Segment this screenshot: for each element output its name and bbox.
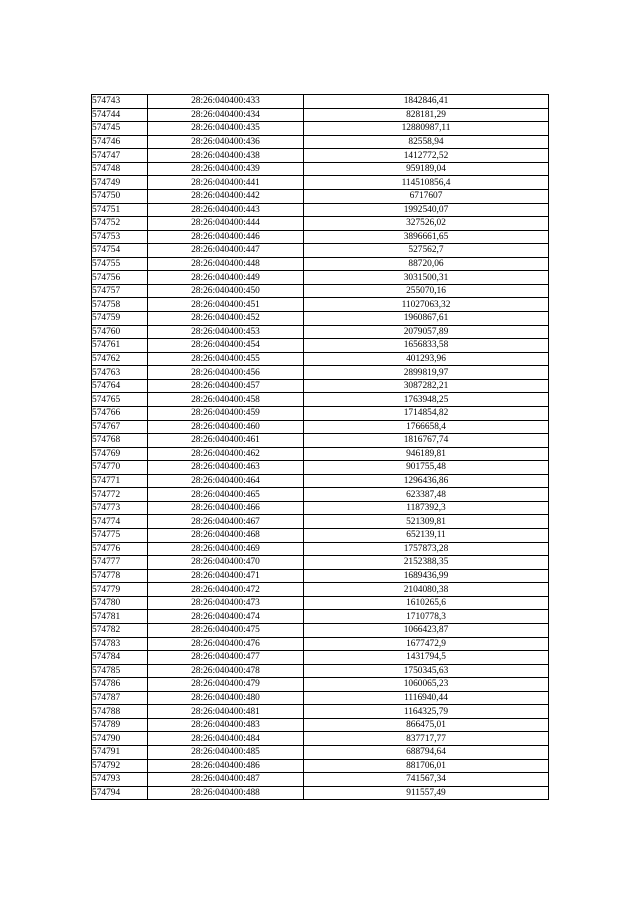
cadastral-number-cell: 28:26:040400:485 bbox=[148, 746, 304, 760]
row-number-cell: 574771 bbox=[92, 474, 148, 488]
table-row bbox=[92, 420, 549, 434]
cadastral-number-cell: 28:26:040400:450 bbox=[148, 284, 304, 298]
value-cell: 1187392,3 bbox=[304, 501, 549, 515]
table-row bbox=[92, 352, 549, 366]
table-row bbox=[92, 732, 549, 746]
value-cell: 881706,01 bbox=[304, 759, 549, 773]
cadastral-number-cell: 28:26:040400:461 bbox=[148, 434, 304, 448]
cadastral-number-cell: 28:26:040400:471 bbox=[148, 569, 304, 583]
row-number-cell: 574780 bbox=[92, 596, 148, 610]
row-number-cell: 574758 bbox=[92, 298, 148, 312]
cadastral-number-cell: 28:26:040400:476 bbox=[148, 637, 304, 651]
value-cell: 527562,7 bbox=[304, 244, 549, 258]
table-row bbox=[92, 678, 549, 692]
table-row bbox=[92, 284, 549, 298]
cadastral-number-cell: 28:26:040400:451 bbox=[148, 298, 304, 312]
cadastral-number-cell: 28:26:040400:462 bbox=[148, 447, 304, 461]
table-row bbox=[92, 569, 549, 583]
value-cell: 2079057,89 bbox=[304, 325, 549, 339]
cadastral-number-cell: 28:26:040400:433 bbox=[148, 95, 304, 109]
cadastral-number-cell: 28:26:040400:470 bbox=[148, 556, 304, 570]
cadastral-number-cell: 28:26:040400:483 bbox=[148, 718, 304, 732]
cadastral-number-cell: 28:26:040400:465 bbox=[148, 488, 304, 502]
table-row bbox=[92, 379, 549, 393]
table-row bbox=[92, 230, 549, 244]
table-row bbox=[92, 257, 549, 271]
value-cell: 837717,77 bbox=[304, 732, 549, 746]
cadastral-number-cell: 28:26:040400:443 bbox=[148, 203, 304, 217]
cadastral-number-cell: 28:26:040400:455 bbox=[148, 352, 304, 366]
cadastral-number-cell: 28:26:040400:474 bbox=[148, 610, 304, 624]
row-number-cell: 574743 bbox=[92, 95, 148, 109]
row-number-cell: 574784 bbox=[92, 651, 148, 665]
table-row bbox=[92, 298, 549, 312]
row-number-cell: 574762 bbox=[92, 352, 148, 366]
table-row bbox=[92, 406, 549, 420]
table-row bbox=[92, 447, 549, 461]
row-number-cell: 574785 bbox=[92, 664, 148, 678]
value-cell: 1656833,58 bbox=[304, 339, 549, 353]
table-row bbox=[92, 623, 549, 637]
value-cell: 2152388,35 bbox=[304, 556, 549, 570]
row-number-cell: 574752 bbox=[92, 217, 148, 231]
value-cell: 2104080,38 bbox=[304, 583, 549, 597]
row-number-cell: 574779 bbox=[92, 583, 148, 597]
row-number-cell: 574787 bbox=[92, 691, 148, 705]
cadastral-number-cell: 28:26:040400:469 bbox=[148, 542, 304, 556]
row-number-cell: 574747 bbox=[92, 149, 148, 163]
row-number-cell: 574750 bbox=[92, 189, 148, 203]
cadastral-number-cell: 28:26:040400:434 bbox=[148, 108, 304, 122]
table-row bbox=[92, 542, 549, 556]
row-number-cell: 574744 bbox=[92, 108, 148, 122]
row-number-cell: 574766 bbox=[92, 406, 148, 420]
row-number-cell: 574745 bbox=[92, 122, 148, 136]
cadastral-number-cell: 28:26:040400:452 bbox=[148, 312, 304, 326]
value-cell: 1610265,6 bbox=[304, 596, 549, 610]
cadastral-number-cell: 28:26:040400:464 bbox=[148, 474, 304, 488]
table-row bbox=[92, 244, 549, 258]
table-row bbox=[92, 176, 549, 190]
row-number-cell: 574783 bbox=[92, 637, 148, 651]
value-cell: 1763948,25 bbox=[304, 393, 549, 407]
cadastral-number-cell: 28:26:040400:481 bbox=[148, 705, 304, 719]
row-number-cell: 574772 bbox=[92, 488, 148, 502]
cadastral-number-cell: 28:26:040400:448 bbox=[148, 257, 304, 271]
value-cell: 946189,81 bbox=[304, 447, 549, 461]
value-cell: 1164325,79 bbox=[304, 705, 549, 719]
cadastral-number-cell: 28:26:040400:477 bbox=[148, 651, 304, 665]
row-number-cell: 574765 bbox=[92, 393, 148, 407]
value-cell: 401293,96 bbox=[304, 352, 549, 366]
row-number-cell: 574753 bbox=[92, 230, 148, 244]
value-cell: 1689436,99 bbox=[304, 569, 549, 583]
value-cell: 1412772,52 bbox=[304, 149, 549, 163]
table-row bbox=[92, 203, 549, 217]
table-row bbox=[92, 108, 549, 122]
row-number-cell: 574755 bbox=[92, 257, 148, 271]
value-cell: 2899819,97 bbox=[304, 366, 549, 380]
table-row bbox=[92, 515, 549, 529]
cadastral-number-cell: 28:26:040400:478 bbox=[148, 664, 304, 678]
cadastral-number-cell: 28:26:040400:459 bbox=[148, 406, 304, 420]
cadastral-number-cell: 28:26:040400:466 bbox=[148, 501, 304, 515]
value-cell: 3087282,21 bbox=[304, 379, 549, 393]
cadastral-number-cell: 28:26:040400:441 bbox=[148, 176, 304, 190]
cadastral-number-cell: 28:26:040400:479 bbox=[148, 678, 304, 692]
value-cell: 1677472,9 bbox=[304, 637, 549, 651]
table-row bbox=[92, 366, 549, 380]
table-row bbox=[92, 461, 549, 475]
cadastral-number-cell: 28:26:040400:486 bbox=[148, 759, 304, 773]
table-row bbox=[92, 393, 549, 407]
cadastral-number-cell: 28:26:040400:446 bbox=[148, 230, 304, 244]
value-cell: 255070,16 bbox=[304, 284, 549, 298]
row-number-cell: 574782 bbox=[92, 623, 148, 637]
table-row bbox=[92, 637, 549, 651]
table-row bbox=[92, 786, 549, 800]
table-row bbox=[92, 664, 549, 678]
row-number-cell: 574756 bbox=[92, 271, 148, 285]
table-row bbox=[92, 95, 549, 109]
value-cell: 959189,04 bbox=[304, 162, 549, 176]
table-row bbox=[92, 325, 549, 339]
row-number-cell: 574751 bbox=[92, 203, 148, 217]
row-number-cell: 574764 bbox=[92, 379, 148, 393]
cadastral-number-cell: 28:26:040400:435 bbox=[148, 122, 304, 136]
value-cell: 688794,64 bbox=[304, 746, 549, 760]
value-cell: 1750345,63 bbox=[304, 664, 549, 678]
row-number-cell: 574770 bbox=[92, 461, 148, 475]
row-number-cell: 574789 bbox=[92, 718, 148, 732]
cadastral-number-cell: 28:26:040400:457 bbox=[148, 379, 304, 393]
value-cell: 1710778,3 bbox=[304, 610, 549, 624]
value-cell: 741567,34 bbox=[304, 773, 549, 787]
value-cell: 1992540,07 bbox=[304, 203, 549, 217]
table-row bbox=[92, 556, 549, 570]
row-number-cell: 574778 bbox=[92, 569, 148, 583]
row-number-cell: 574781 bbox=[92, 610, 148, 624]
cadastral-number-cell: 28:26:040400:454 bbox=[148, 339, 304, 353]
cadastral-number-cell: 28:26:040400:438 bbox=[148, 149, 304, 163]
cadastral-number-cell: 28:26:040400:449 bbox=[148, 271, 304, 285]
value-cell: 901755,48 bbox=[304, 461, 549, 475]
table-row bbox=[92, 759, 549, 773]
cadastral-number-cell: 28:26:040400:472 bbox=[148, 583, 304, 597]
cadastral-number-cell: 28:26:040400:463 bbox=[148, 461, 304, 475]
row-number-cell: 574777 bbox=[92, 556, 148, 570]
cadastral-number-cell: 28:26:040400:436 bbox=[148, 135, 304, 149]
cadastral-number-cell: 28:26:040400:480 bbox=[148, 691, 304, 705]
value-cell: 1296436,86 bbox=[304, 474, 549, 488]
row-number-cell: 574767 bbox=[92, 420, 148, 434]
table-row bbox=[92, 746, 549, 760]
value-cell: 623387,48 bbox=[304, 488, 549, 502]
cadastral-number-cell: 28:26:040400:488 bbox=[148, 786, 304, 800]
row-number-cell: 574763 bbox=[92, 366, 148, 380]
row-number-cell: 574746 bbox=[92, 135, 148, 149]
cadastral-number-cell: 28:26:040400:475 bbox=[148, 623, 304, 637]
row-number-cell: 574774 bbox=[92, 515, 148, 529]
table-row bbox=[92, 162, 549, 176]
row-number-cell: 574776 bbox=[92, 542, 148, 556]
cadastral-number-cell: 28:26:040400:487 bbox=[148, 773, 304, 787]
row-number-cell: 574786 bbox=[92, 678, 148, 692]
cadastral-value-table bbox=[91, 94, 549, 800]
cadastral-number-cell: 28:26:040400:444 bbox=[148, 217, 304, 231]
cadastral-number-cell: 28:26:040400:447 bbox=[148, 244, 304, 258]
value-cell: 1757873,28 bbox=[304, 542, 549, 556]
table-row bbox=[92, 583, 549, 597]
table-row bbox=[92, 705, 549, 719]
table-row bbox=[92, 122, 549, 136]
value-cell: 88720,06 bbox=[304, 257, 549, 271]
value-cell: 521309,81 bbox=[304, 515, 549, 529]
table-row bbox=[92, 488, 549, 502]
table-row bbox=[92, 773, 549, 787]
row-number-cell: 574768 bbox=[92, 434, 148, 448]
row-number-cell: 574794 bbox=[92, 786, 148, 800]
value-cell: 866475,01 bbox=[304, 718, 549, 732]
row-number-cell: 574769 bbox=[92, 447, 148, 461]
value-cell: 1431794,5 bbox=[304, 651, 549, 665]
table-row bbox=[92, 651, 549, 665]
cadastral-number-cell: 28:26:040400:456 bbox=[148, 366, 304, 380]
value-cell: 1816767,74 bbox=[304, 434, 549, 448]
row-number-cell: 574757 bbox=[92, 284, 148, 298]
table-row bbox=[92, 501, 549, 515]
row-number-cell: 574761 bbox=[92, 339, 148, 353]
cadastral-number-cell: 28:26:040400:484 bbox=[148, 732, 304, 746]
row-number-cell: 574773 bbox=[92, 501, 148, 515]
value-cell: 652139,11 bbox=[304, 529, 549, 543]
value-cell: 1066423,87 bbox=[304, 623, 549, 637]
cadastral-number-cell: 28:26:040400:458 bbox=[148, 393, 304, 407]
value-cell: 1116940,44 bbox=[304, 691, 549, 705]
row-number-cell: 574754 bbox=[92, 244, 148, 258]
value-cell: 1714854,82 bbox=[304, 406, 549, 420]
table-row bbox=[92, 610, 549, 624]
value-cell: 327526,02 bbox=[304, 217, 549, 231]
row-number-cell: 574790 bbox=[92, 732, 148, 746]
value-cell: 12880987,11 bbox=[304, 122, 549, 136]
row-number-cell: 574792 bbox=[92, 759, 148, 773]
value-cell: 82558,94 bbox=[304, 135, 549, 149]
row-number-cell: 574788 bbox=[92, 705, 148, 719]
row-number-cell: 574749 bbox=[92, 176, 148, 190]
cadastral-number-cell: 28:26:040400:473 bbox=[148, 596, 304, 610]
table-row bbox=[92, 718, 549, 732]
cadastral-number-cell: 28:26:040400:442 bbox=[148, 189, 304, 203]
row-number-cell: 574791 bbox=[92, 746, 148, 760]
value-cell: 11027063,32 bbox=[304, 298, 549, 312]
row-number-cell: 574760 bbox=[92, 325, 148, 339]
value-cell: 1766658,4 bbox=[304, 420, 549, 434]
value-cell: 114510856,4 bbox=[304, 176, 549, 190]
table-row bbox=[92, 217, 549, 231]
value-cell: 1060065,23 bbox=[304, 678, 549, 692]
value-cell: 828181,29 bbox=[304, 108, 549, 122]
row-number-cell: 574775 bbox=[92, 529, 148, 543]
value-cell: 3896661,65 bbox=[304, 230, 549, 244]
value-cell: 6717607 bbox=[304, 189, 549, 203]
table-row bbox=[92, 691, 549, 705]
cadastral-number-cell: 28:26:040400:439 bbox=[148, 162, 304, 176]
table-body bbox=[92, 95, 549, 800]
table-row bbox=[92, 135, 549, 149]
cadastral-number-cell: 28:26:040400:453 bbox=[148, 325, 304, 339]
table-row bbox=[92, 149, 549, 163]
cadastral-number-cell: 28:26:040400:467 bbox=[148, 515, 304, 529]
table-row bbox=[92, 474, 549, 488]
table-row bbox=[92, 529, 549, 543]
value-cell: 1960867,61 bbox=[304, 312, 549, 326]
value-cell: 3031500,31 bbox=[304, 271, 549, 285]
value-cell: 911557,49 bbox=[304, 786, 549, 800]
cadastral-number-cell: 28:26:040400:460 bbox=[148, 420, 304, 434]
row-number-cell: 574759 bbox=[92, 312, 148, 326]
table-row bbox=[92, 271, 549, 285]
row-number-cell: 574793 bbox=[92, 773, 148, 787]
cadastral-number-cell: 28:26:040400:468 bbox=[148, 529, 304, 543]
table-row bbox=[92, 434, 549, 448]
row-number-cell: 574748 bbox=[92, 162, 148, 176]
value-cell: 1842846,41 bbox=[304, 95, 549, 109]
table-row bbox=[92, 312, 549, 326]
table-row bbox=[92, 189, 549, 203]
table-row bbox=[92, 596, 549, 610]
table-row bbox=[92, 339, 549, 353]
